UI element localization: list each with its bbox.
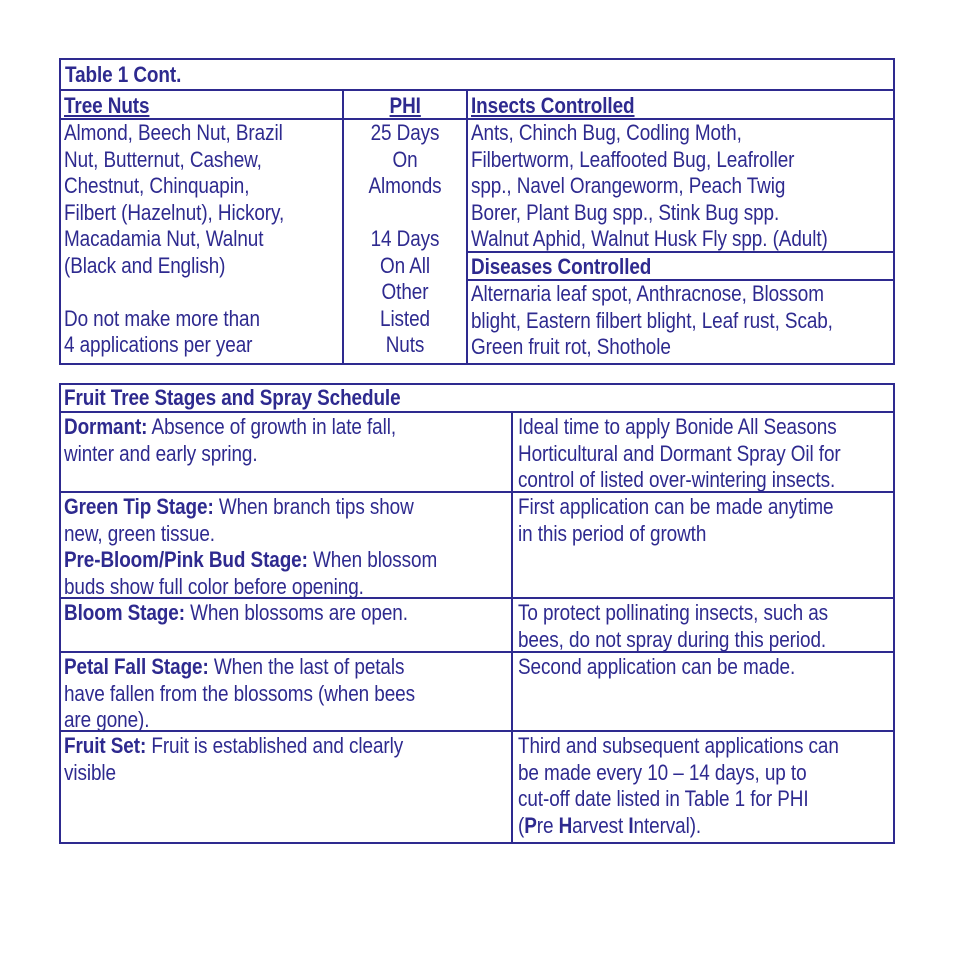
action-line: control of listed over-wintering insects. (518, 467, 836, 492)
action-cell-fruit-set (518, 733, 894, 843)
action-line: To protect pollinating insects, such as (518, 600, 829, 625)
action-line: Ideal time to apply Bonide All Seasons (518, 414, 837, 439)
insects-list (471, 120, 891, 252)
stage-label: Bloom Stage: (64, 600, 185, 625)
action-text (518, 600, 841, 652)
stage-desc: are gone). (64, 707, 150, 731)
nuts-cell (64, 120, 342, 364)
phi-line-spacer (353, 200, 458, 227)
col-header-insects (471, 93, 891, 119)
action-text (518, 494, 841, 547)
phi-line: 25 Days (370, 120, 440, 145)
stage-desc: When the last of petals (208, 654, 405, 679)
stage-desc: Absence of growth in late fall, (147, 414, 397, 439)
table-1-title: Table 1 Cont. (65, 62, 182, 87)
stage-desc: have fallen from the blossoms (when bees (64, 680, 415, 706)
stage-label: Green Tip Stage: (64, 494, 214, 519)
stage-cell-fruit-set (64, 733, 510, 843)
action-text (518, 654, 841, 681)
phi-line: 14 Days (370, 226, 440, 251)
insects-header: Insects Controlled (471, 93, 635, 118)
stage-label: Petal Fall Stage: (64, 654, 209, 679)
stage-desc: buds show full color before opening. (64, 573, 364, 598)
stage-text (64, 494, 448, 598)
action-text (518, 414, 841, 492)
nuts-note-line: 4 applications per year (64, 332, 253, 357)
insects-line (471, 200, 891, 227)
table-2-title-cell (64, 385, 884, 411)
stage-desc: new, green tissue. (64, 520, 215, 546)
phi-line: Nuts (385, 332, 425, 357)
stage-desc: When branch tips show (213, 494, 414, 519)
insects-line (471, 147, 891, 174)
phi-cell (344, 120, 466, 364)
action-text (518, 733, 841, 839)
stage-cell-green-tip (64, 494, 510, 598)
col-header-diseases (471, 254, 891, 280)
phi-line: Almonds (368, 173, 442, 198)
phi-line: Listed (380, 305, 430, 331)
word-part: re (536, 812, 559, 838)
stage-desc: visible (64, 759, 116, 785)
stage-text (64, 600, 448, 627)
action-line: Second application can be made. (518, 654, 796, 679)
action-line: in this period of growth (518, 520, 707, 546)
stage-text (64, 414, 448, 467)
acronym-letter: P (524, 812, 537, 838)
divider (511, 411, 513, 844)
acronym-letter: H (558, 812, 573, 838)
acronym-letter: I (628, 812, 634, 838)
insects-text: Walnut Aphid, Walnut Husk Fly spp. (Adult) (471, 226, 828, 251)
nuts-note-line: Do not make more than (64, 305, 260, 331)
paren: ( (518, 812, 525, 838)
stage-label: Dormant: (64, 414, 148, 439)
action-line: First application can be made anytime (518, 494, 834, 519)
insects-line (471, 120, 891, 147)
action-line: cut-off date listed in Table 1 for PHI (518, 786, 809, 811)
phi-header: PHI (389, 93, 421, 118)
insects-line (471, 226, 891, 252)
action-line: bees, do not spray during this period. (518, 626, 827, 652)
diseases-line: Alternaria leaf spot, Anthracnose, Blossom (471, 281, 824, 306)
nuts-line: Filbert (Hazelnut), Hickory, (64, 199, 285, 225)
stage-text (64, 654, 448, 731)
phi-line: On All (380, 252, 430, 278)
diseases-cell (471, 281, 893, 363)
tree-nuts-header: Tree Nuts (64, 93, 150, 118)
phi-line: On (392, 146, 418, 172)
stage-label: Pre-Bloom/Pink Bud Stage: (64, 547, 308, 572)
divider (59, 89, 895, 91)
action-line: Horticultural and Dormant Spray Oil for (518, 440, 841, 466)
diseases-header: Diseases Controlled (471, 254, 652, 279)
action-line: Third and subsequent applications can (518, 733, 839, 758)
action-cell-petal-fall (518, 654, 894, 731)
diseases-line: Green fruit rot, Shothole (471, 334, 671, 359)
insects-text: Filbertworm, Leaffooted Bug, Leafroller (471, 146, 795, 172)
stage-cell-dormant (64, 414, 510, 492)
diseases-line: blight, Eastern filbert blight, Leaf rust, Scab, (471, 307, 833, 333)
nuts-line: Macadamia Nut, Walnut (64, 226, 264, 251)
divider (59, 411, 895, 413)
action-line-phi (518, 813, 841, 840)
phi-line: Other (381, 279, 429, 304)
nuts-line: (Black and English) (64, 252, 226, 278)
action-cell-bloom (518, 600, 894, 652)
nuts-line: Nut, Butternut, Cashew, (64, 146, 262, 172)
stage-desc: Fruit is established and clearly (146, 733, 404, 758)
insects-text: spp., Navel Orangeworm, Peach Twig (471, 173, 786, 198)
stage-cell-bloom (64, 600, 510, 652)
stage-desc: winter and early spring. (64, 440, 258, 466)
insects-line (471, 173, 891, 200)
stage-desc: When blossoms are open. (184, 600, 408, 625)
nuts-line-spacer (64, 279, 303, 306)
divider (466, 89, 468, 365)
col-header-tree-nuts (64, 93, 340, 119)
nuts-line: Almond, Beech Nut, Brazil (64, 120, 283, 145)
word-part: nterval). (633, 812, 702, 838)
stage-cell-petal-fall (64, 654, 510, 731)
stage-label: Fruit Set: (64, 733, 147, 758)
word-part: arvest (572, 812, 629, 838)
table-2-title: Fruit Tree Stages and Spray Schedule (64, 385, 401, 410)
phi-list (353, 120, 458, 359)
insects-text: Ants, Chinch Bug, Codling Moth, (471, 120, 742, 145)
insects-text: Borer, Plant Bug spp., Stink Bug spp. (471, 199, 780, 225)
insects-cell (471, 120, 893, 252)
nuts-line: Chestnut, Chinquapin, (64, 173, 250, 198)
action-cell-green-tip (518, 494, 894, 598)
stage-text (64, 733, 448, 786)
stage-desc: When blossom (307, 547, 438, 572)
table-1-title-cell (65, 62, 885, 90)
action-line: be made every 10 – 14 days, up to (518, 759, 807, 785)
diseases-list (471, 281, 891, 361)
nuts-list (64, 120, 303, 359)
col-header-phi (344, 93, 466, 119)
action-cell-dormant (518, 414, 894, 492)
